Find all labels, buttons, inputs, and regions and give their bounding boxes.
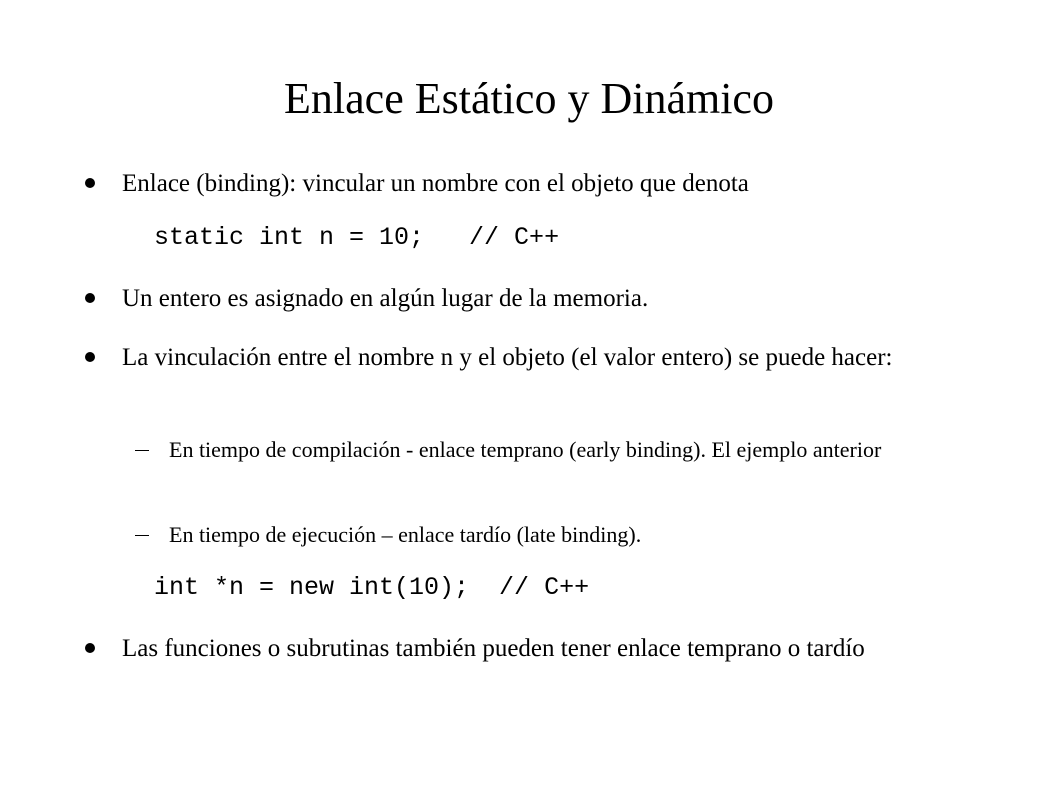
bullet-dot-icon xyxy=(85,178,95,188)
code-snippet-new: int *n = new int(10); // C++ xyxy=(154,573,590,602)
bullet-item-funciones xyxy=(122,632,982,665)
bullet-text: Las funciones o subrutinas también pueden tener enlace temprano o tardío xyxy=(122,635,865,662)
bullet-text: Un entero es asignado en algún lugar de la memoria. xyxy=(122,285,649,312)
bullet-item-vinculacion xyxy=(122,341,982,374)
bullet-item-binding xyxy=(122,167,982,200)
sub-item-compilacion xyxy=(169,434,959,466)
bullet-dot-icon xyxy=(85,352,95,362)
dash-bullet-icon xyxy=(135,450,149,451)
sub-item-text: En tiempo de compilación - enlace temprano (early binding). El ejemplo anterior xyxy=(169,437,882,462)
bullet-dot-icon xyxy=(85,643,95,653)
bullet-item-memory xyxy=(122,282,982,315)
bullet-dot-icon xyxy=(85,293,95,303)
dash-bullet-icon xyxy=(135,535,149,536)
sub-item-text: En tiempo de ejecución – enlace tardío (late binding). xyxy=(169,522,642,547)
bullet-text: La vinculación entre el nombre n y el objeto (el valor entero) se puede hacer: xyxy=(122,344,893,371)
sub-item-ejecucion xyxy=(169,519,959,551)
code-snippet-static: static int n = 10; // C++ xyxy=(154,223,560,252)
slide-title: Enlace Estático y Dinámico xyxy=(284,74,774,123)
bullet-text: Enlace (binding): vincular un nombre con el objeto que denota xyxy=(122,170,749,197)
